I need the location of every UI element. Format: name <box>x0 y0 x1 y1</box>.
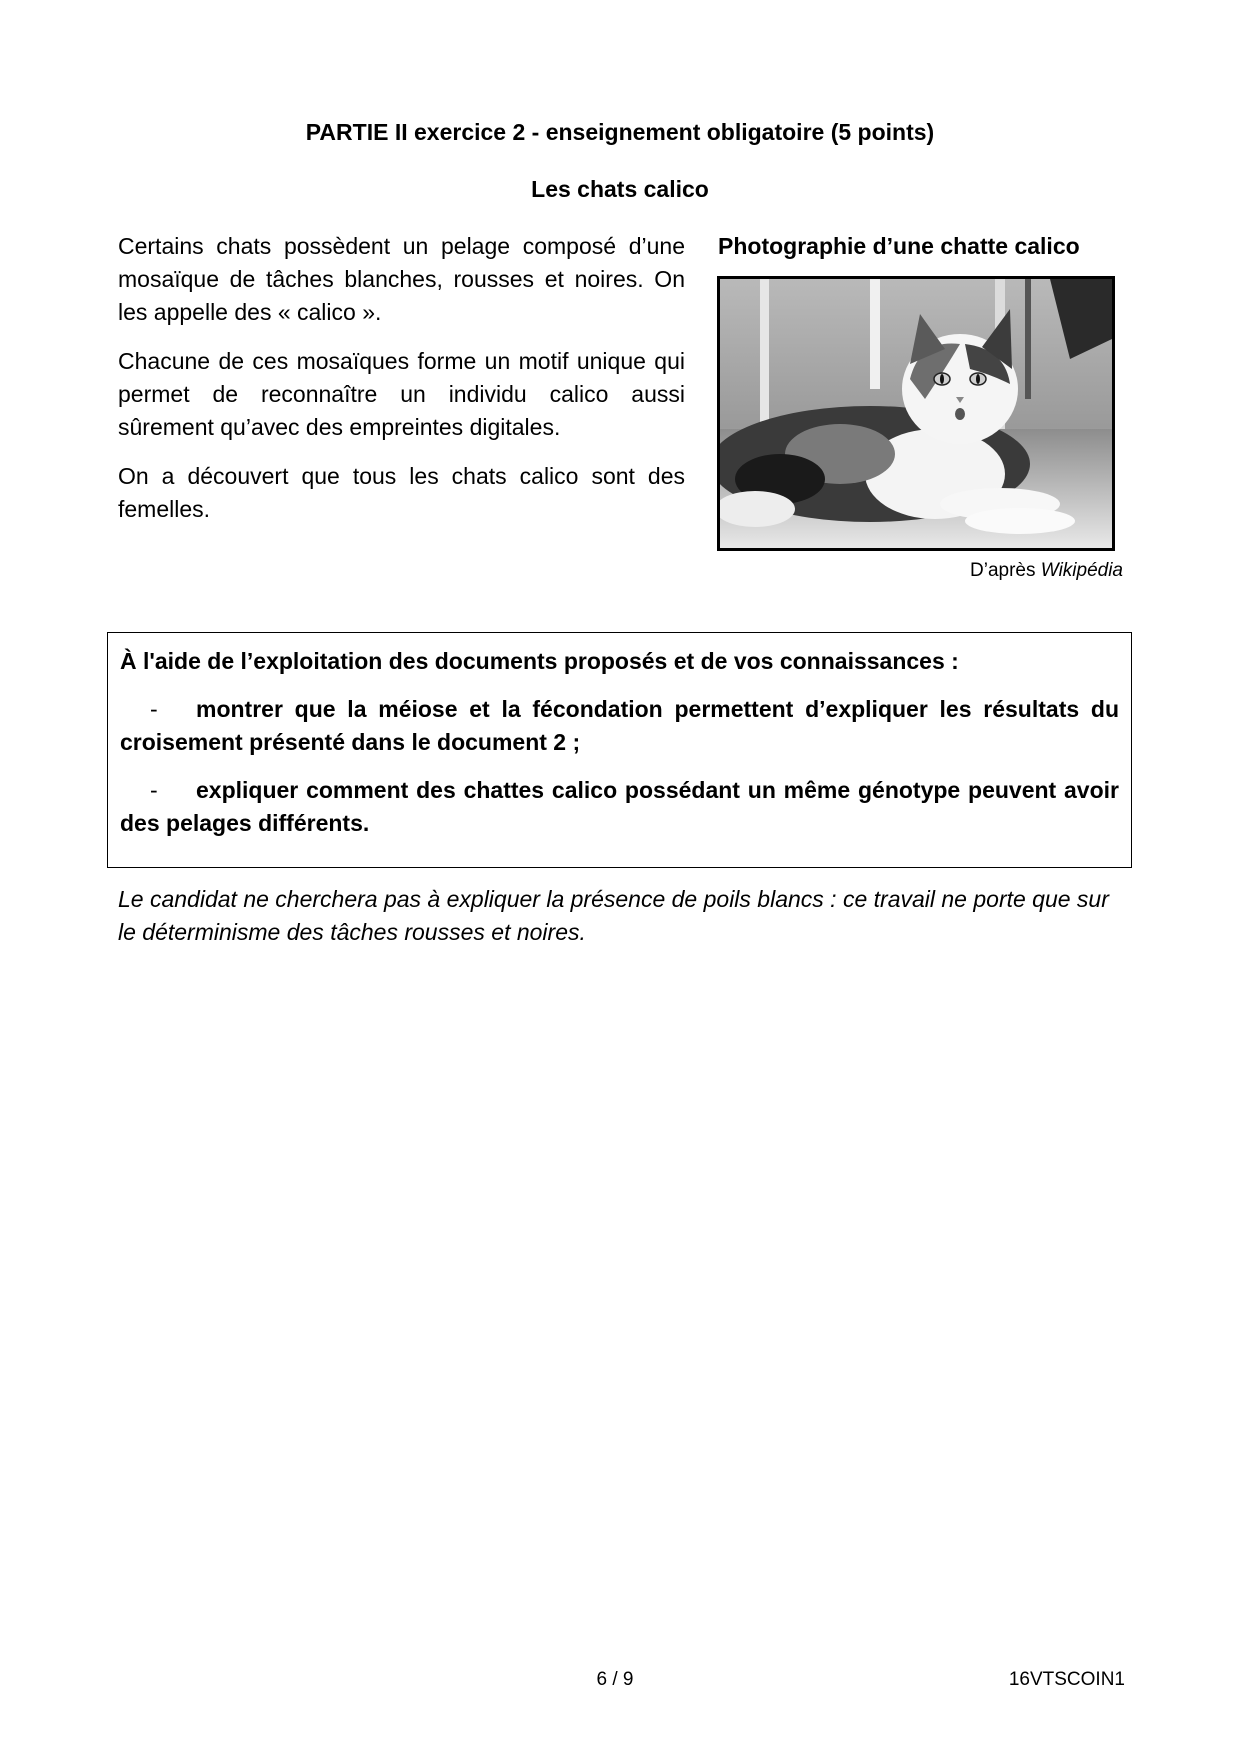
photo-caption: Photographie d’une chatte calico <box>718 233 1080 259</box>
bullet-dash: - <box>150 696 158 722</box>
calico-cat-photo <box>717 276 1115 551</box>
credit-prefix: D’après <box>970 560 1036 581</box>
candidate-note: Le candidat ne cherchera pas à expliquer la présence de poils blancs : ce travail ne porte que sur le déterminisme des tâches rousses et noires. <box>118 886 1109 945</box>
intro-text <box>118 230 685 542</box>
intro-paragraph-2: Chacune de ces mosaïques forme un motif unique qui permet de reconnaître un individu calico aussi sûrement qu’avec des empreintes digitales. <box>118 348 685 440</box>
task-bullet-2-text: expliquer comment des chattes calico possédant un même génotype peuvent avoir des pelages différents. <box>120 777 1119 836</box>
document-code: 16VTSCOIN1 <box>1008 1669 1125 1690</box>
intro-paragraph-1: Certains chats possèdent un pelage composé d’une mosaïque de tâches blanches, rousses et noires. On les appelle des « calico ». <box>118 233 685 325</box>
task-intro: À l'aide de l’exploitation des documents proposés et de vos connaissances : <box>120 648 959 674</box>
cat-photo-illustration <box>720 279 1112 548</box>
task-box <box>107 632 1132 868</box>
document-subtitle: Les chats calico <box>531 176 709 202</box>
exercise-title: PARTIE II exercice 2 - enseignement obligatoire (5 points) <box>305 119 935 145</box>
credit-source: Wikipédia <box>1040 560 1123 581</box>
page-number: 6 / 9 <box>596 1669 634 1690</box>
bullet-dash: - <box>150 777 158 803</box>
task-bullet-1 <box>120 693 1119 759</box>
task-bullet-1-text: montrer que la méiose et la fécondation permettent d’expliquer les résultats du croisement présenté dans le document 2 ; <box>120 696 1119 755</box>
photo-credit <box>900 560 1123 582</box>
task-bullet-2 <box>120 774 1119 840</box>
intro-paragraph-3: On a découvert que tous les chats calico sont des femelles. <box>118 463 685 522</box>
